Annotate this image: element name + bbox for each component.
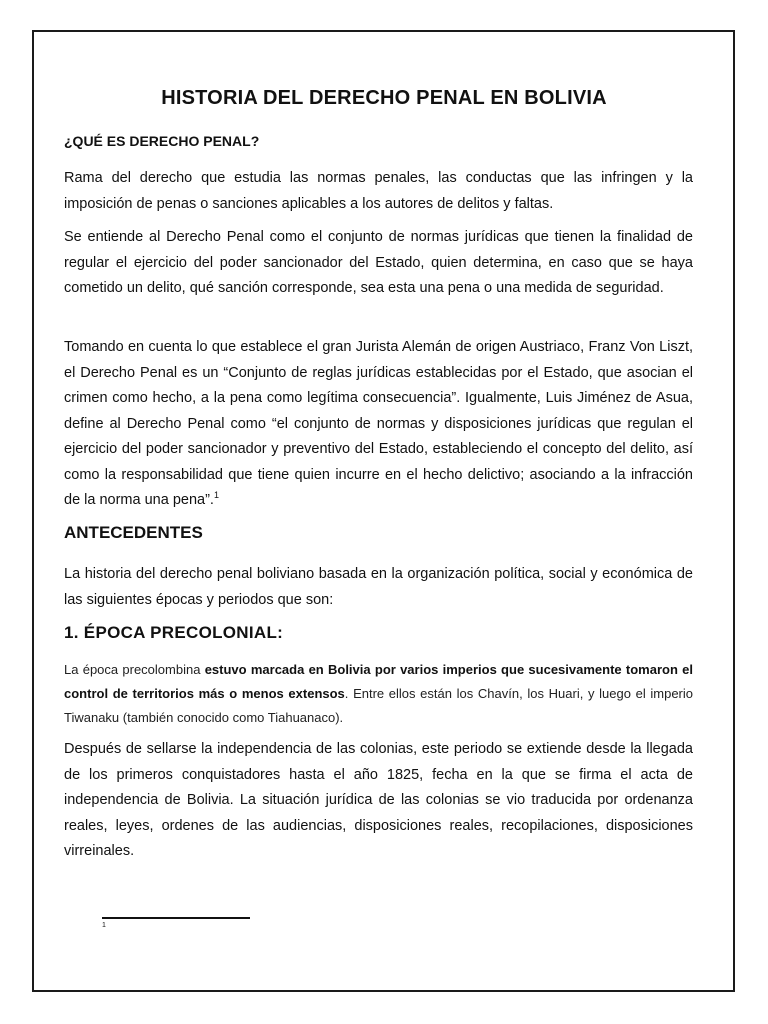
- paragraph-liszt-quote: [64, 335, 693, 514]
- precolombina-intro: La época precolombina: [64, 662, 205, 677]
- paragraph-historia: La historia del derecho penal boliviano basada en la organización política, social y económica de las siguientes épocas y periodos que son:: [64, 566, 693, 608]
- footnote-separator: [102, 917, 250, 919]
- footnote-number: 1: [102, 922, 106, 929]
- paragraph-precolombina: [64, 658, 693, 730]
- antecedentes-heading: ANTECEDENTES: [64, 523, 203, 542]
- question-heading: ¿QUÉ ES DERECHO PENAL?: [64, 133, 260, 149]
- precolombina-end: . Entre ellos están los Chavín, los Huari, y luego el imperio Tiwanaku (también conocido como Tiahuanaco).: [64, 686, 693, 725]
- paragraph-definition: Rama del derecho que estudia las normas penales, las conductas que las infringen y la imposición de penas o sanciones aplicables a los autores de delitos y faltas.: [64, 170, 693, 212]
- paragraph-independencia: Después de sellarse la independencia de las colonias, este periodo se extiende desde la llegada de los primeros conquistadores hasta el año 1825, fecha en la que se firma el acta de independencia de Bolivia. La situación jurídica de las colonias se vio traducida por ordenanza reales, leyes, ordenes de las audiencias, disposiciones reales, recopilaciones, disposiciones virreinales.: [64, 741, 693, 859]
- paragraph-concept: Se entiende al Derecho Penal como el conjunto de normas jurídicas que tienen la finalidad de regular el ejercicio del poder sancionador del Estado, quien determina, en caso que se haya cometido un delito, qué sanción corresponde, sea esta una pena o una medida de seguridad.: [64, 229, 693, 296]
- precolombina-bold: estuvo marcada en Bolivia por varios imperios que sucesivamente tomaron el control de territorios más o menos extensos: [64, 662, 693, 701]
- document-title: HISTORIA DEL DERECHO PENAL EN BOLIVIA: [161, 87, 607, 109]
- footnote-reference[interactable]: 1: [213, 490, 219, 501]
- paragraph-liszt-text: Tomando en cuenta lo que establece el gran Jurista Alemán de origen Austriaco, Franz Von Liszt, el Derecho Penal es un “Conjunto de reglas jurídicas establecidas por el Estado, que asocian el crimen como hecho, a la pena como legítima consecuencia”. Igualmente, Luis Jiménez de Asua, define al Derecho Penal como “el conjunto de normas y disposiciones jurídicas que regulan el ejercicio del poder sancionador y preventivo del Estado, estableciendo el concepto del delito, así como la responsabilidad que tiene quien incurre en el hecho delictivo; asociando a la infracción de la norma una pena”.: [64, 339, 693, 508]
- epoca-precolonial-heading: 1. ÉPOCA PRECOLONIAL:: [64, 623, 284, 642]
